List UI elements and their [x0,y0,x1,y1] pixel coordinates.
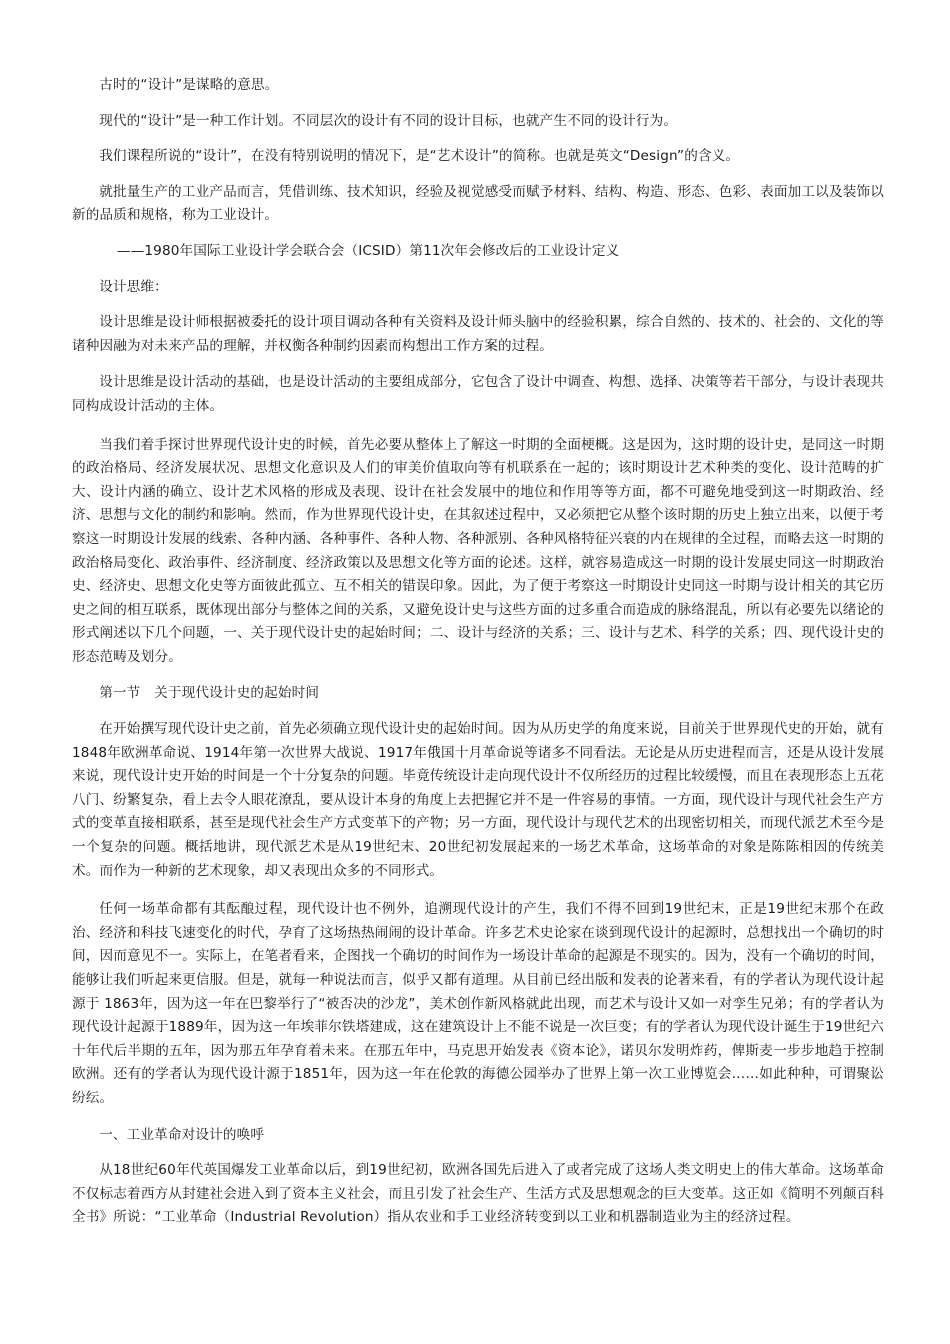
citation-icsid: ——1980年国际工业设计学会联合会（ICSID）第11次年会修改后的工业设计定义 [116,242,620,259]
paragraph-modern-design: 现代的“设计”是一种工作计划。不同层次的设计有不同的设计目标，也就产生不同的设计行为。 [99,112,678,129]
paragraph-course-design: 我们课程所说的“设计”，在没有特别说明的情况下，是“艺术设计”的简称。也就是英文“Design”的含义。 [99,148,740,165]
section-heading-start-time: 第一节 关于现代设计史的起始时间 [99,685,320,702]
paragraph-industrial-revolution: 从18世纪60年代英国爆发工业革命以后，到19世纪初，欧洲各国先后进入了或者完成了这场人类文明史上的伟大革命。这场革命不仅标志着西方从封建社会进入到了资本主义社会，而且引发了社会生产、生活方式及思想观念的巨大变革。这正如《简明不列颠百科全书》所说：“工业革命（Industrial Revolution）指从农业和手工业经济转变到以工业和机器制造业为主的经济过程。 [72,1162,884,1226]
heading-design-thinking: 设计思维： [99,278,168,295]
paragraph-start-time: 在开始撰写现代设计史之前，首先必须确立现代设计史的起始时间。因为从历史学的角度来说，目前关于世界现代史的开始，就有1848年欧洲革命说、1914年第一次世界大战说、1917年俄国十月革命说等诸多不同看法。无论是从历史进程而言，还是从设计发展来说，现代设计史开始的时间是一个十分复杂的问题。毕竟传统设计走向现代设计不仅所经历的过程比较缓慢，而且在表现形态上五花八门、纷繁复杂，看上去令人眼花潦乱，要从设计本身的角度上去把握它并不是一件容易的事情。一方面，现代设计与现代社会生产方式的变革直接相联系，甚至是现代社会生产方式变革下的产物；另一方面，现代设计与现代艺术的出现密切相关，而现代派艺术至今是一个复杂的问题。概括地讲，现代派艺术是从19世纪末、20世纪初发展起来的一场艺术革命，这场革命的对象是陈陈相因的传统美术。而作为一种新的艺术现象，却又表现出众多的不同形式。 [72,721,884,879]
paragraph-history-overview: 当我们着手探讨世界现代设计史的时候，首先必要从整体上了解这一时期的全面梗概。这是因为，这时期的设计史，是同这一时期的政治格局、经济发展状况、思想文化意识及人们的审美价值取向等有机联系在一起的；该时期设计艺术种类的变化、设计范畴的扩大、设计内涵的确立、设计艺术风格的形成及表现、设计在社会发展中的地位和作用等等方面，都不可避免地受到这一时期政治、经济、思想与文化的制约和影响。然而，作为世界现代设计史，在其叙述过程中，又必须把它从整个该时期的历史上独立出来，以便于考察这一时期设计发展的线索、各种内涵、各种事件、各种人物、各种派别、各种风格特征兴衰的内在规律的全过程，而略去这一时期的政治格局变化、政治事件、经济制度、经济政策以及思想文化等方面的论述。这样，就容易造成这一时期的设计发展史同这一时期政治史、经济史、思想文化史等方面彼此孤立、互不相关的错误印象。因此，为了便于考察这一时期设计史同这一时期与设计相关的其它历史之间的相互联系，既体现出部分与整体之间的关系，又避免设计史与这些方面的过多重合而造成的脉络混乱，所以有必要先以绪论的形式阐述以下几个问题，一、关于现代设计史的起始时间；二、设计与经济的关系；三、设计与艺术、科学的关系；四、现代设计史的形态范畴及划分。 [72,436,884,665]
paragraph-design-thinking-1: 设计思维是设计师根据被委托的设计项目调动各种有关资料及设计师头脑中的经验积累，综合自然的、技术的、社会的、文化的等诸种因融为对未来产品的理解，并权衡各种制约因素而构想出工作方案的过程。 [72,314,884,354]
paragraph-ancient-design: 古时的“设计”是谋略的意思。 [99,77,279,93]
section-heading-industrial-revolution: 一、工业革命对设计的唤呼 [99,1126,265,1143]
paragraph-design-thinking-2: 设计思维是设计活动的基础，也是设计活动的主要组成部分，它包含了设计中调查、构想、选择、决策等若干部分，与设计表现共同构成设计活动的主体。 [72,374,884,414]
paragraph-industrial-design-definition: 就批量生产的工业产品而言，凭借训练、技术知识，经验及视觉感受而赋予材料、结构、构造、形态、色彩、表面加工以及装饰以新的品质和规格，称为工业设计。 [72,183,884,224]
paragraph-revolution-origin: 任何一场革命都有其酝酿过程，现代设计也不例外，追溯现代设计的产生，我们不得不回到19世纪末，正是19世纪末那个在政治、经济和科技飞速变化的时代，孕育了这场热热闹闹的设计革命。许多艺术史论家在谈到现代设计的起源时，总想找出一个确切的时间，因而意见不一。实际上，在笔者看来，企图找一个确切的时间作为一场设计革命的起源是不现实的。因为，没有一个确切的时间，能够让我们听起来更信服。但是，就每一种说法而言，似乎又都有道理。从目前已经出版和发表的论著来看，有的学者认为现代设计起源于 1863年，因为这一年在巴黎举行了“被否决的沙龙”，美术创作新风格就此出现，而艺术与设计又如一对孪生兄弟；有的学者认为现代设计起源于1889年，因为这一年埃菲尔铁塔建成，这在建筑设计上不能不说是一次巨变；有的学者认为现代设计诞生于19世纪六十年代后半期的五年，因为那五年孕育着未来。在那五年中，马克思开始发表《资本论》，诺贝尔发明炸药，俾斯麦一步步地趋于控制欧洲。还有的学者认为现代设计源于1851年，因为这一年在伦敦的海德公园举办了世界上第一次工业博览会……如此种种，可谓聚讼纷纭。 [72,901,884,1106]
